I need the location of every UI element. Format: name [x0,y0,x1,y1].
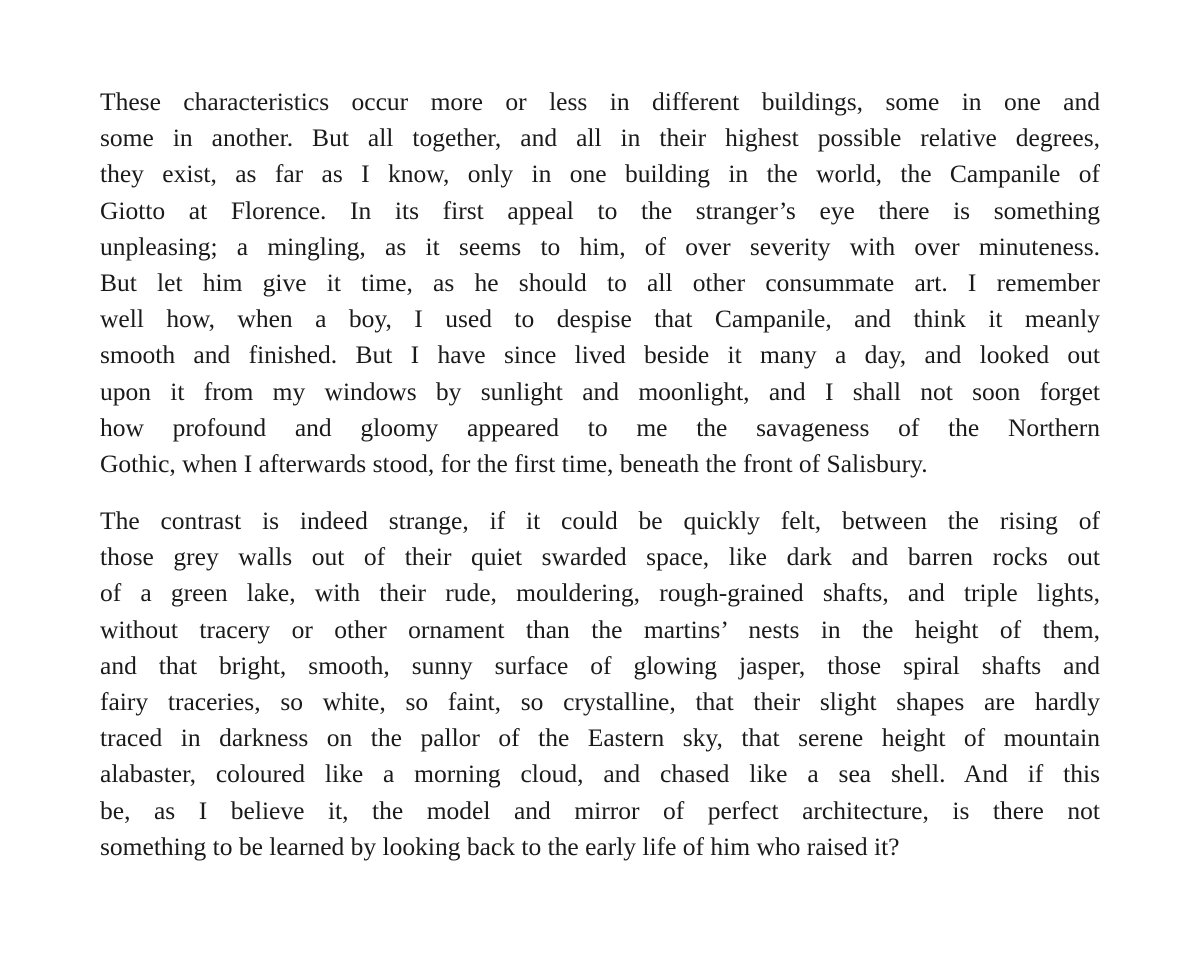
text-line: those grey walls out of their quiet swarded space, like dark and barren rocks out [100,542,1100,572]
text-line: smooth and finished. But I have since lived beside it many a day, and looked out [100,340,1100,370]
text-line: they exist, as far as I know, only in one building in the world, the Campanile of [100,159,1100,189]
text-line: The contrast is indeed strange, if it could be quickly felt, between the rising of [100,506,1100,536]
document-page [100,84,1100,886]
text-line: and that bright, smooth, sunny surface of glowing jasper, those spiral shafts and [100,650,1100,680]
text-line: alabaster, coloured like a morning cloud, and chased like a sea shell. And if this [100,759,1100,789]
text-line: fairy traceries, so white, so faint, so crystalline, that their slight shapes are hardly [100,687,1100,716]
text-line: something to be learned by looking back to the early life of him who raised it? [100,831,900,861]
text-line: But let him give it time, as he should to all other consummate art. I remember [100,267,1100,297]
text-line: well how, when a boy, I used to despise that Campanile, and think it meanly [100,304,1100,334]
text-line: without tracery or other ornament than the martins’ nests in the height of them, [100,614,1100,644]
text-line: how profound and gloomy appeared to me the savageness of the Northern [100,412,1100,442]
paragraph [100,503,1100,865]
text-line: some in another. But all together, and all in their highest possible relative degrees, [100,123,1100,153]
text-line: of a green lake, with their rude, mouldering, rough-grained shafts, and triple lights, [100,578,1100,608]
text-line: Giotto at Florence. In its first appeal to the stranger’s eye there is something [100,195,1100,225]
text-line: be, as I believe it, the model and mirror of perfect architecture, is there not [100,795,1100,825]
text-line: upon it from my windows by sunlight and moonlight, and I shall not soon forget [100,376,1100,406]
text-line: unpleasing; a mingling, as it seems to him, of over severity with over minuteness. [100,231,1100,261]
text-line: traced in darkness on the pallor of the Eastern sky, that serene height of mountain [100,723,1100,753]
paragraph [100,84,1100,482]
text-line: Gothic, when I afterwards stood, for the first time, beneath the front of Salisbury. [100,448,928,478]
text-line: These characteristics occur more or less in different buildings, some in one and [100,87,1100,116]
